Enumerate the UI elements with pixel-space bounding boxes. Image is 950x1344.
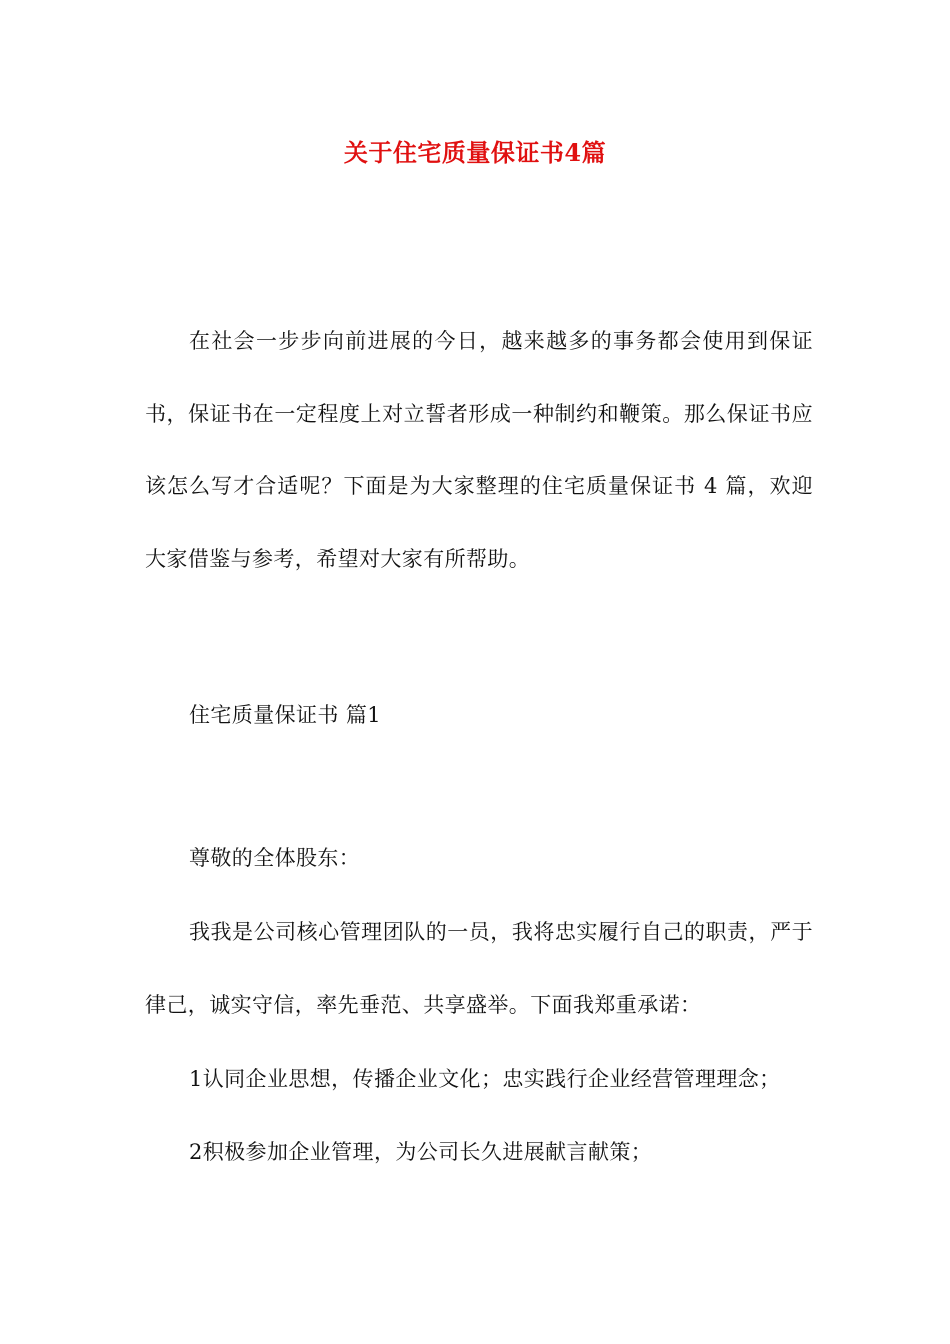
intro-paragraph: 在社会一步步向前进展的今日，越来越多的事务都会使用到保证书，保证书在一定程度上对立誓者形成一种制约和鞭策。那么保证书应该怎么写才合适呢？下面是为大家整理的住宅质量保证书 4 篇，欢迎大家借鉴与参考，希望对大家有所帮助。 xyxy=(145,329,813,571)
section-heading: 住宅质量保证书 篇1 xyxy=(189,703,382,727)
salutation: 尊敬的全体股东： xyxy=(189,846,361,870)
document-title: 关于住宅质量保证书4篇 xyxy=(343,138,607,167)
list-item: 1认同企业思想，传播企业文化；忠实践行企业经营管理理念； xyxy=(189,1067,781,1091)
body-paragraph: 我我是公司核心管理团队的一员，我将忠实履行自己的职责，严于律己，诚实守信，率先垂范、共享盛举。下面我郑重承诺： xyxy=(145,920,813,1017)
list-item: 2积极参加企业管理，为公司长久进展献言献策； xyxy=(189,1140,653,1164)
